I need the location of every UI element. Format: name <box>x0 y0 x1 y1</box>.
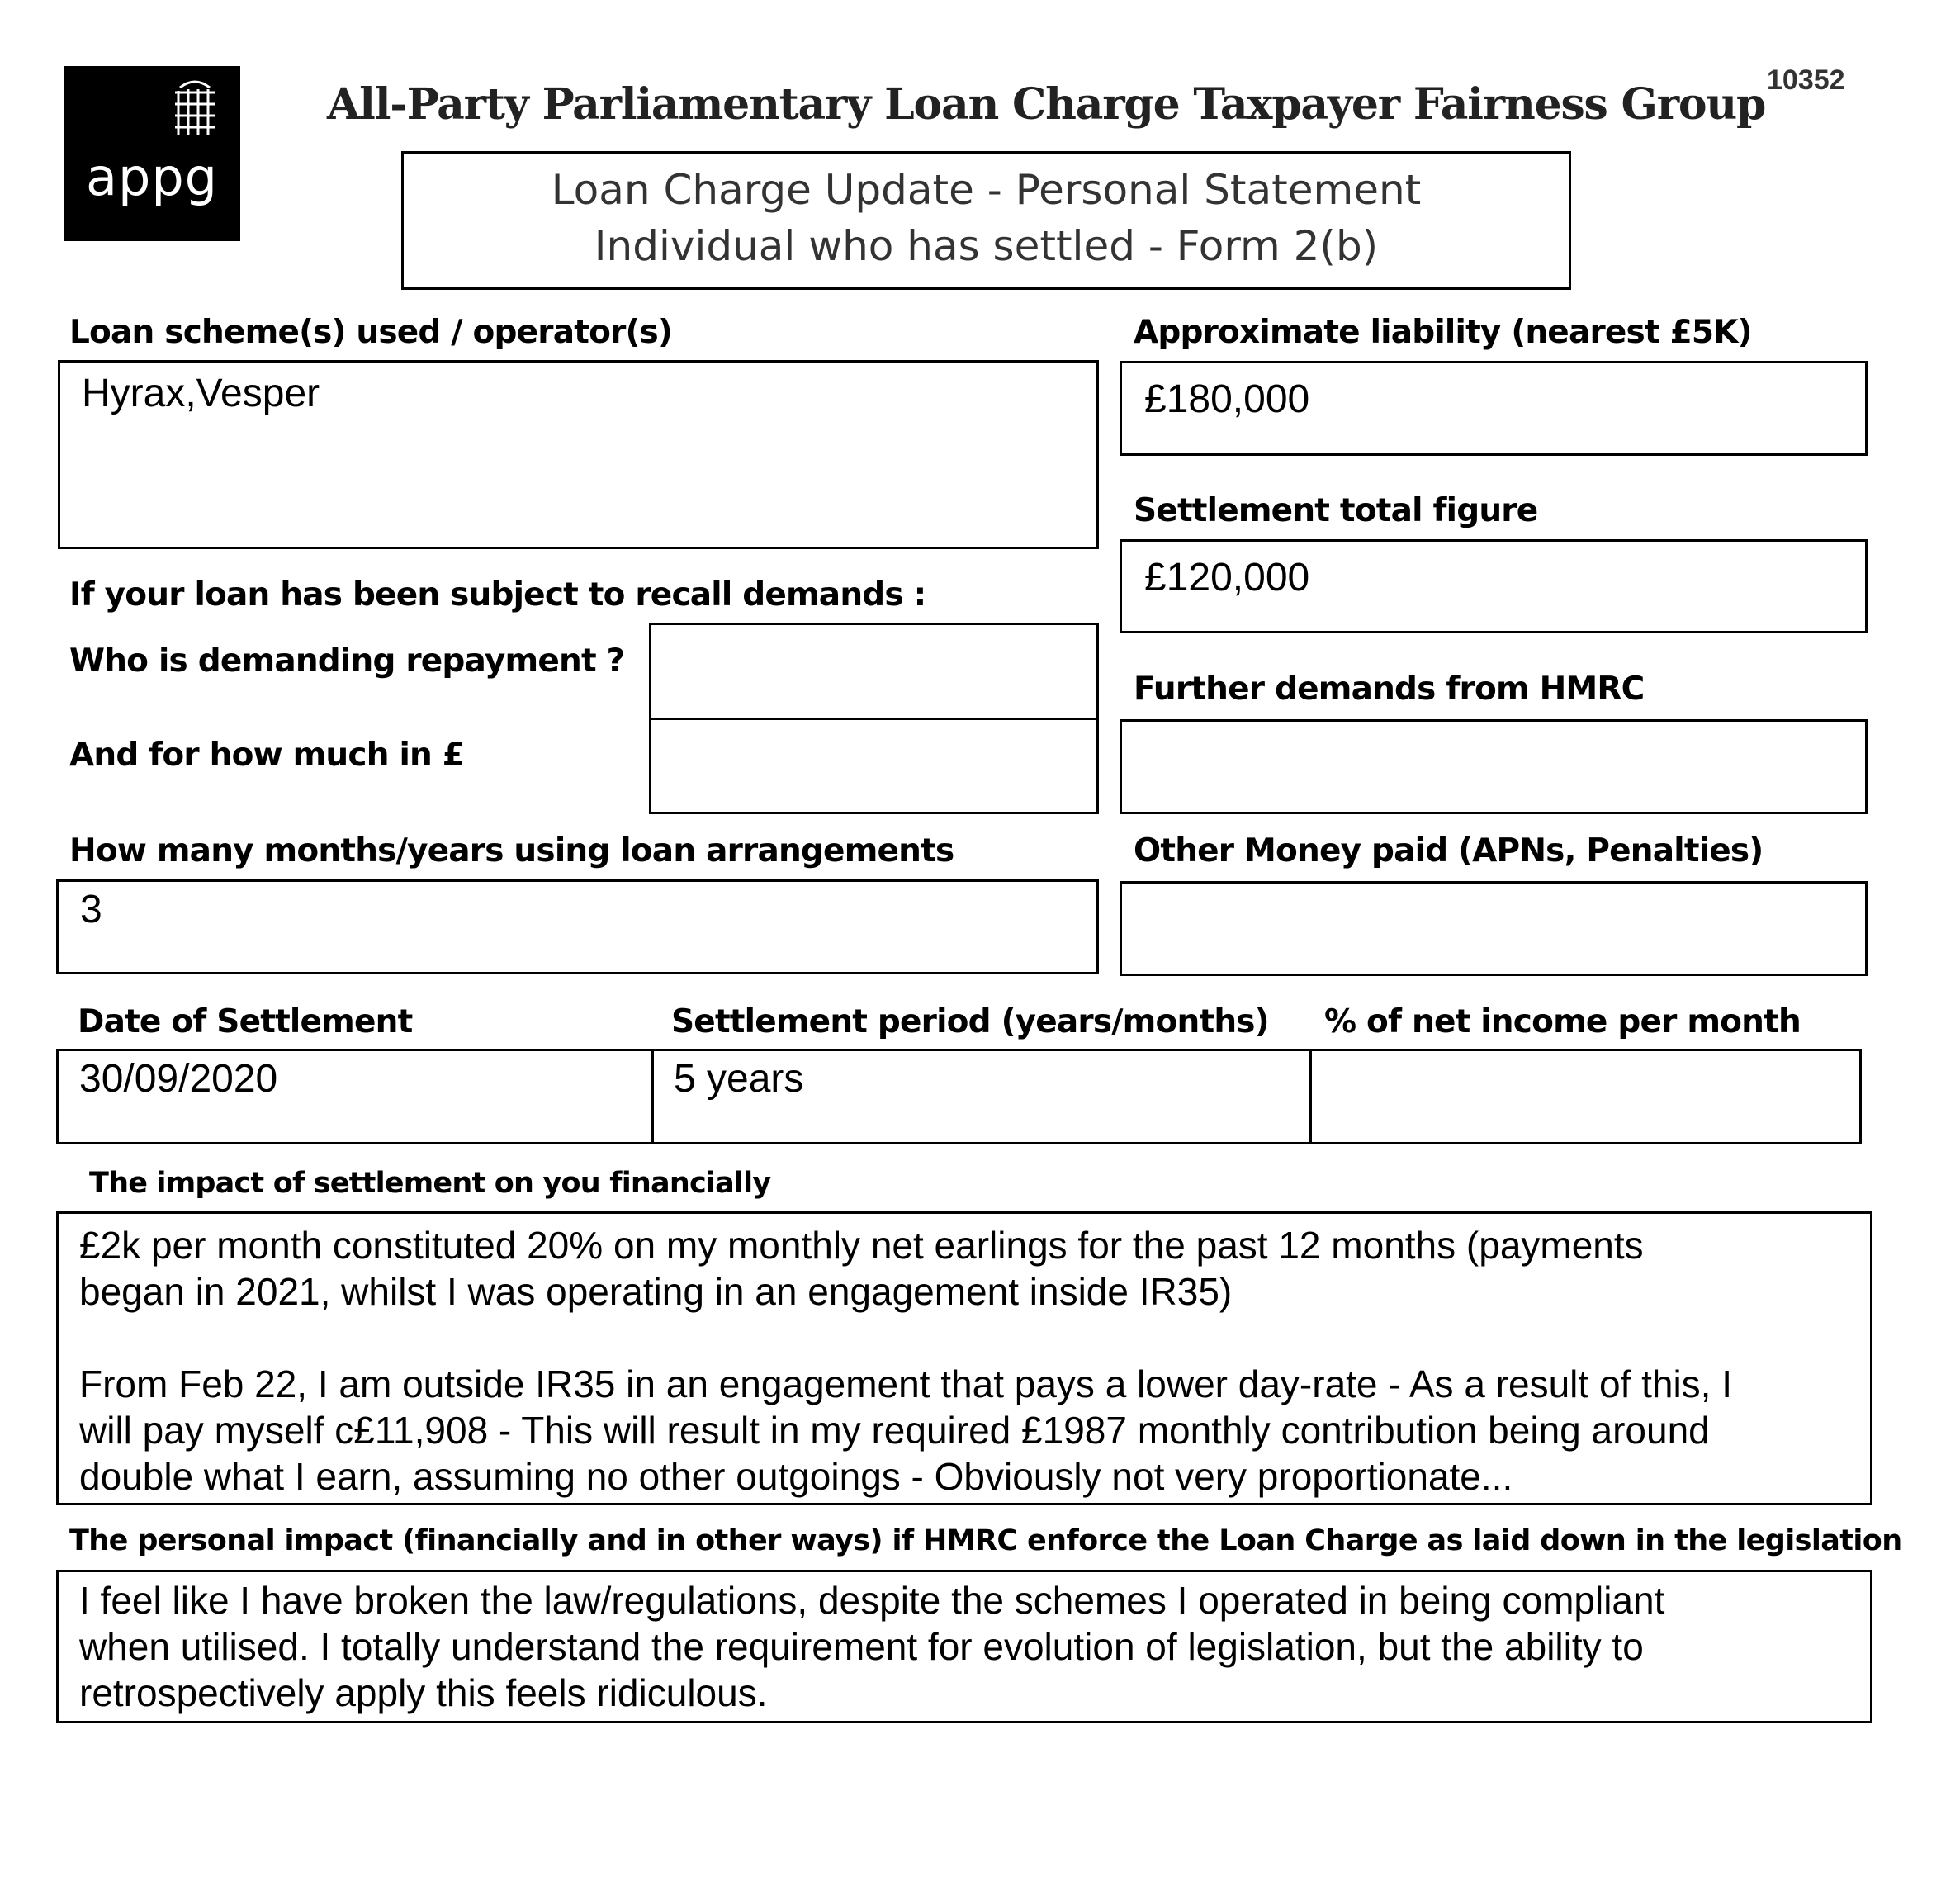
loan-schemes-field[interactable] <box>58 360 1099 549</box>
further-demands-label: Further demands from HMRC <box>1134 671 1645 708</box>
impact-financial-line: began in 2021, whilst I was operating in an engagement inside IR35) <box>79 1270 1233 1313</box>
who-demanding-label: Who is demanding repayment ? <box>69 642 625 680</box>
how-much-field[interactable] <box>649 718 1099 814</box>
form-title-line-2: Individual who has settled - Form 2(b) <box>594 222 1379 270</box>
settlement-period-label: Settlement period (years/months) <box>671 1003 1269 1040</box>
document-number: 10352 <box>1767 64 1845 96</box>
impact-personal-line: when utilised. I totally understand the requirement for evolution of legislation, but the ability to <box>79 1625 1644 1668</box>
impact-financial-line: From Feb 22, I am outside IR35 in an engagement that pays a lower day-rate - As a result of this, I <box>79 1362 1733 1405</box>
page-title: All-Party Parliamentary Loan Charge Taxpayer Fairness Group <box>327 79 1766 130</box>
settlement-total-field[interactable] <box>1120 539 1868 633</box>
settlement-total-value: £120,000 <box>1144 556 1310 599</box>
pct-net-income-label: % of net income per month <box>1324 1003 1801 1040</box>
approx-liability-label: Approximate liability (nearest £5K) <box>1134 314 1752 351</box>
impact-personal-label: The personal impact (financially and in other ways) if HMRC enforce the Loan Charge as laid down in the legislation <box>69 1524 1902 1557</box>
impact-financial-line: will pay myself c£11,908 - This will result in my required £1987 monthly contribution being around <box>79 1409 1710 1452</box>
who-demanding-field[interactable] <box>649 623 1099 720</box>
appg-logo <box>64 66 240 241</box>
impact-financial-line: double what I earn, assuming no other outgoings - Obviously not very proportionate... <box>79 1455 1513 1498</box>
other-money-field[interactable] <box>1120 881 1868 976</box>
months-years-label: How many months/years using loan arrangements <box>69 832 954 870</box>
loan-schemes-label: Loan scheme(s) used / operator(s) <box>69 314 672 351</box>
impact-financial-field[interactable] <box>56 1211 1872 1505</box>
date-of-settlement-value: 30/09/2020 <box>79 1057 278 1101</box>
impact-personal-field[interactable] <box>56 1570 1872 1723</box>
settlement-period-value: 5 years <box>674 1057 804 1101</box>
form-title-box <box>401 151 1571 290</box>
date-of-settlement-field[interactable] <box>56 1049 654 1144</box>
how-much-label: And for how much in £ <box>69 737 465 774</box>
other-money-label: Other Money paid (APNs, Penalties) <box>1134 832 1764 870</box>
date-of-settlement-label: Date of Settlement <box>78 1003 413 1040</box>
approx-liability-value: £180,000 <box>1144 377 1310 421</box>
portcullis-icon <box>168 74 221 140</box>
impact-personal-line: retrospectively apply this feels ridiculous. <box>79 1671 768 1714</box>
months-years-value: 3 <box>80 888 102 931</box>
recall-demands-heading: If your loan has been subject to recall demands : <box>69 576 926 614</box>
pct-net-income-field[interactable] <box>1309 1049 1862 1144</box>
further-demands-field[interactable] <box>1120 719 1868 814</box>
form-title-line-1: Loan Charge Update - Personal Statement <box>551 166 1422 214</box>
impact-financial-line <box>79 1315 1850 1361</box>
approx-liability-field[interactable] <box>1120 361 1868 456</box>
loan-schemes-value: Hyrax,Vesper <box>82 372 320 415</box>
logo-text: appg <box>85 147 219 207</box>
settlement-period-field[interactable] <box>651 1049 1312 1144</box>
impact-financial-label: The impact of settlement on you financially <box>89 1167 771 1200</box>
settlement-total-label: Settlement total figure <box>1134 492 1538 529</box>
impact-personal-line: I feel like I have broken the law/regulations, despite the schemes I operated in being compliant <box>79 1579 1665 1622</box>
impact-financial-line: £2k per month constituted 20% on my monthly net earlings for the past 12 months (payments <box>79 1224 1644 1267</box>
months-years-field[interactable] <box>56 879 1099 974</box>
